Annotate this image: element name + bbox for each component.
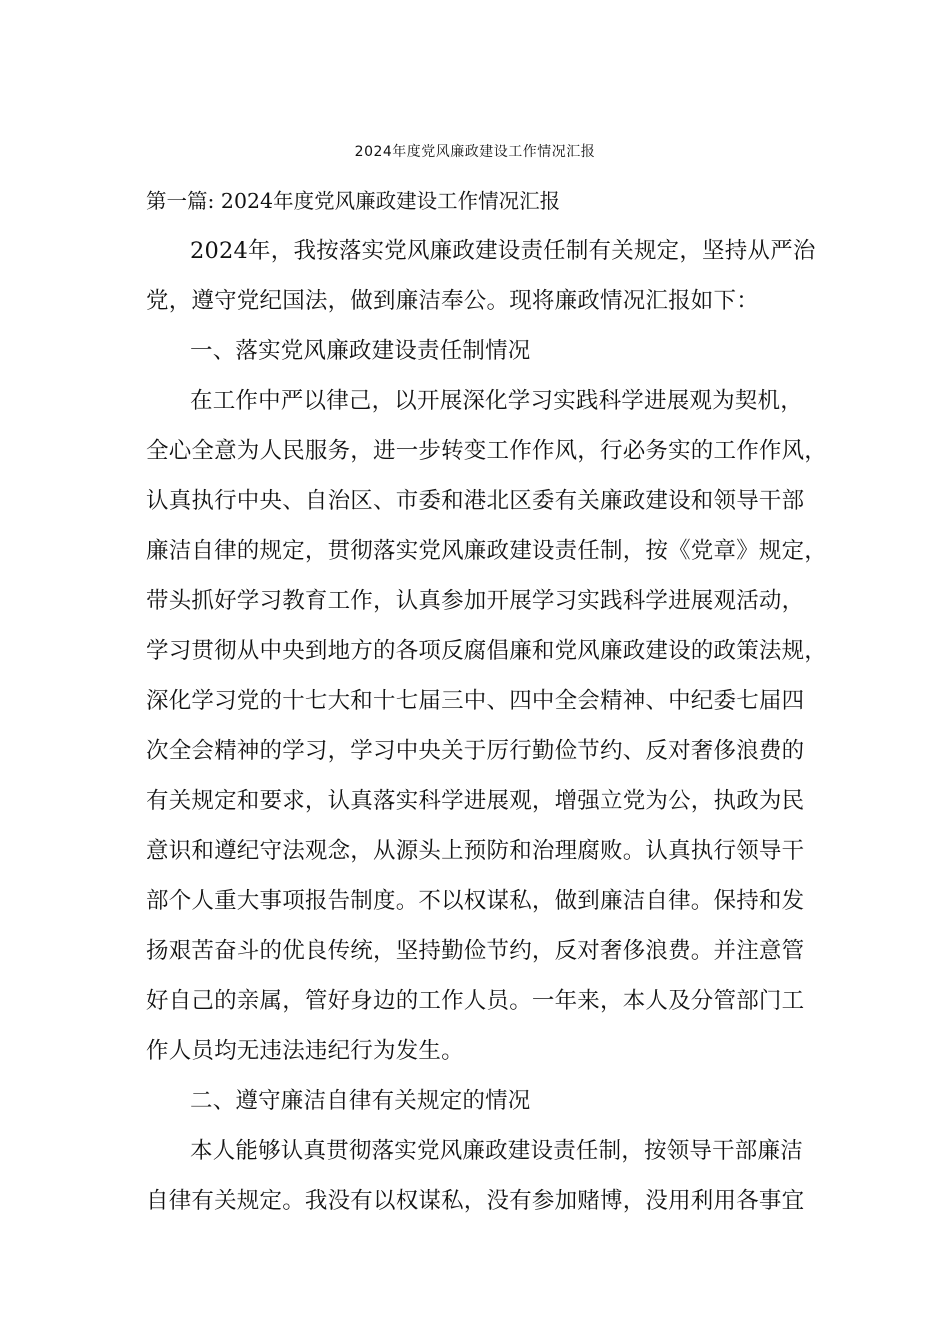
paragraph-line: 次全会精神的学习，学习中央关于厉行勤俭节约、反对奢侈浪费的 <box>146 738 805 764</box>
paragraph-line: 意识和遵纪守法观念，从源头上预防和治理腐败。认真执行领导干 <box>146 838 805 864</box>
paragraph-line: 党，遵守党纪国法，做到廉洁奉公。现将廉政情况汇报如下： <box>146 288 759 314</box>
paragraph-line: 好自己的亲属，管好身边的工作人员。一年来，本人及分管部门工 <box>146 988 805 1014</box>
paragraph-line: 扬艰苦奋斗的优良传统，坚持勤俭节约，反对奢侈浪费。并注意管 <box>146 938 805 964</box>
paragraph-line: 本人能够认真贯彻落实党风廉政建设责任制，按领导干部廉洁 <box>190 1138 803 1164</box>
document-subtitle: 第一篇: 2024年度党风廉政建设工作情况汇报 <box>146 189 561 213</box>
section-heading: 二、遵守廉洁自律有关规定的情况 <box>190 1088 531 1114</box>
paragraph-line: 廉洁自律的规定，贯彻落实党风廉政建设责任制，按《党章》规定， <box>146 538 828 564</box>
section-heading: 一、落实党风廉政建设责任制情况 <box>190 338 531 364</box>
paragraph-line: 学习贯彻从中央到地方的各项反腐倡廉和党风廉政建设的政策法规， <box>146 638 828 664</box>
paragraph-line: 全心全意为人民服务，进一步转变工作作风，行必务实的工作作风， <box>146 438 828 464</box>
paragraph-line: 认真执行中央、自治区、市委和港北区委有关廉政建设和领导干部 <box>146 488 805 514</box>
paragraph-line: 自律有关规定。我没有以权谋私，没有参加赌博，没用利用各事宜 <box>146 1188 805 1214</box>
paragraph-line: 部个人重大事项报告制度。不以权谋私，做到廉洁自律。保持和发 <box>146 888 805 914</box>
paragraph-line: 带头抓好学习教育工作，认真参加开展学习实践科学进展观活动， <box>146 588 805 614</box>
paragraph-line: 在工作中严以律己，以开展深化学习实践科学进展观为契机， <box>190 388 803 414</box>
document-title: 2024年度党风廉政建设工作情况汇报 <box>354 144 596 160</box>
paragraph-line: 作人员均无违法违纪行为发生。 <box>146 1038 464 1064</box>
paragraph-line: 深化学习党的十七大和十七届三中、四中全会精神、中纪委七届四 <box>146 688 805 714</box>
paragraph-line: 有关规定和要求，认真落实科学进展观，增强立党为公，执政为民 <box>146 788 805 814</box>
paragraph-line: 2024年，我按落实党风廉政建设责任制有关规定，坚持从严治 <box>190 238 816 264</box>
